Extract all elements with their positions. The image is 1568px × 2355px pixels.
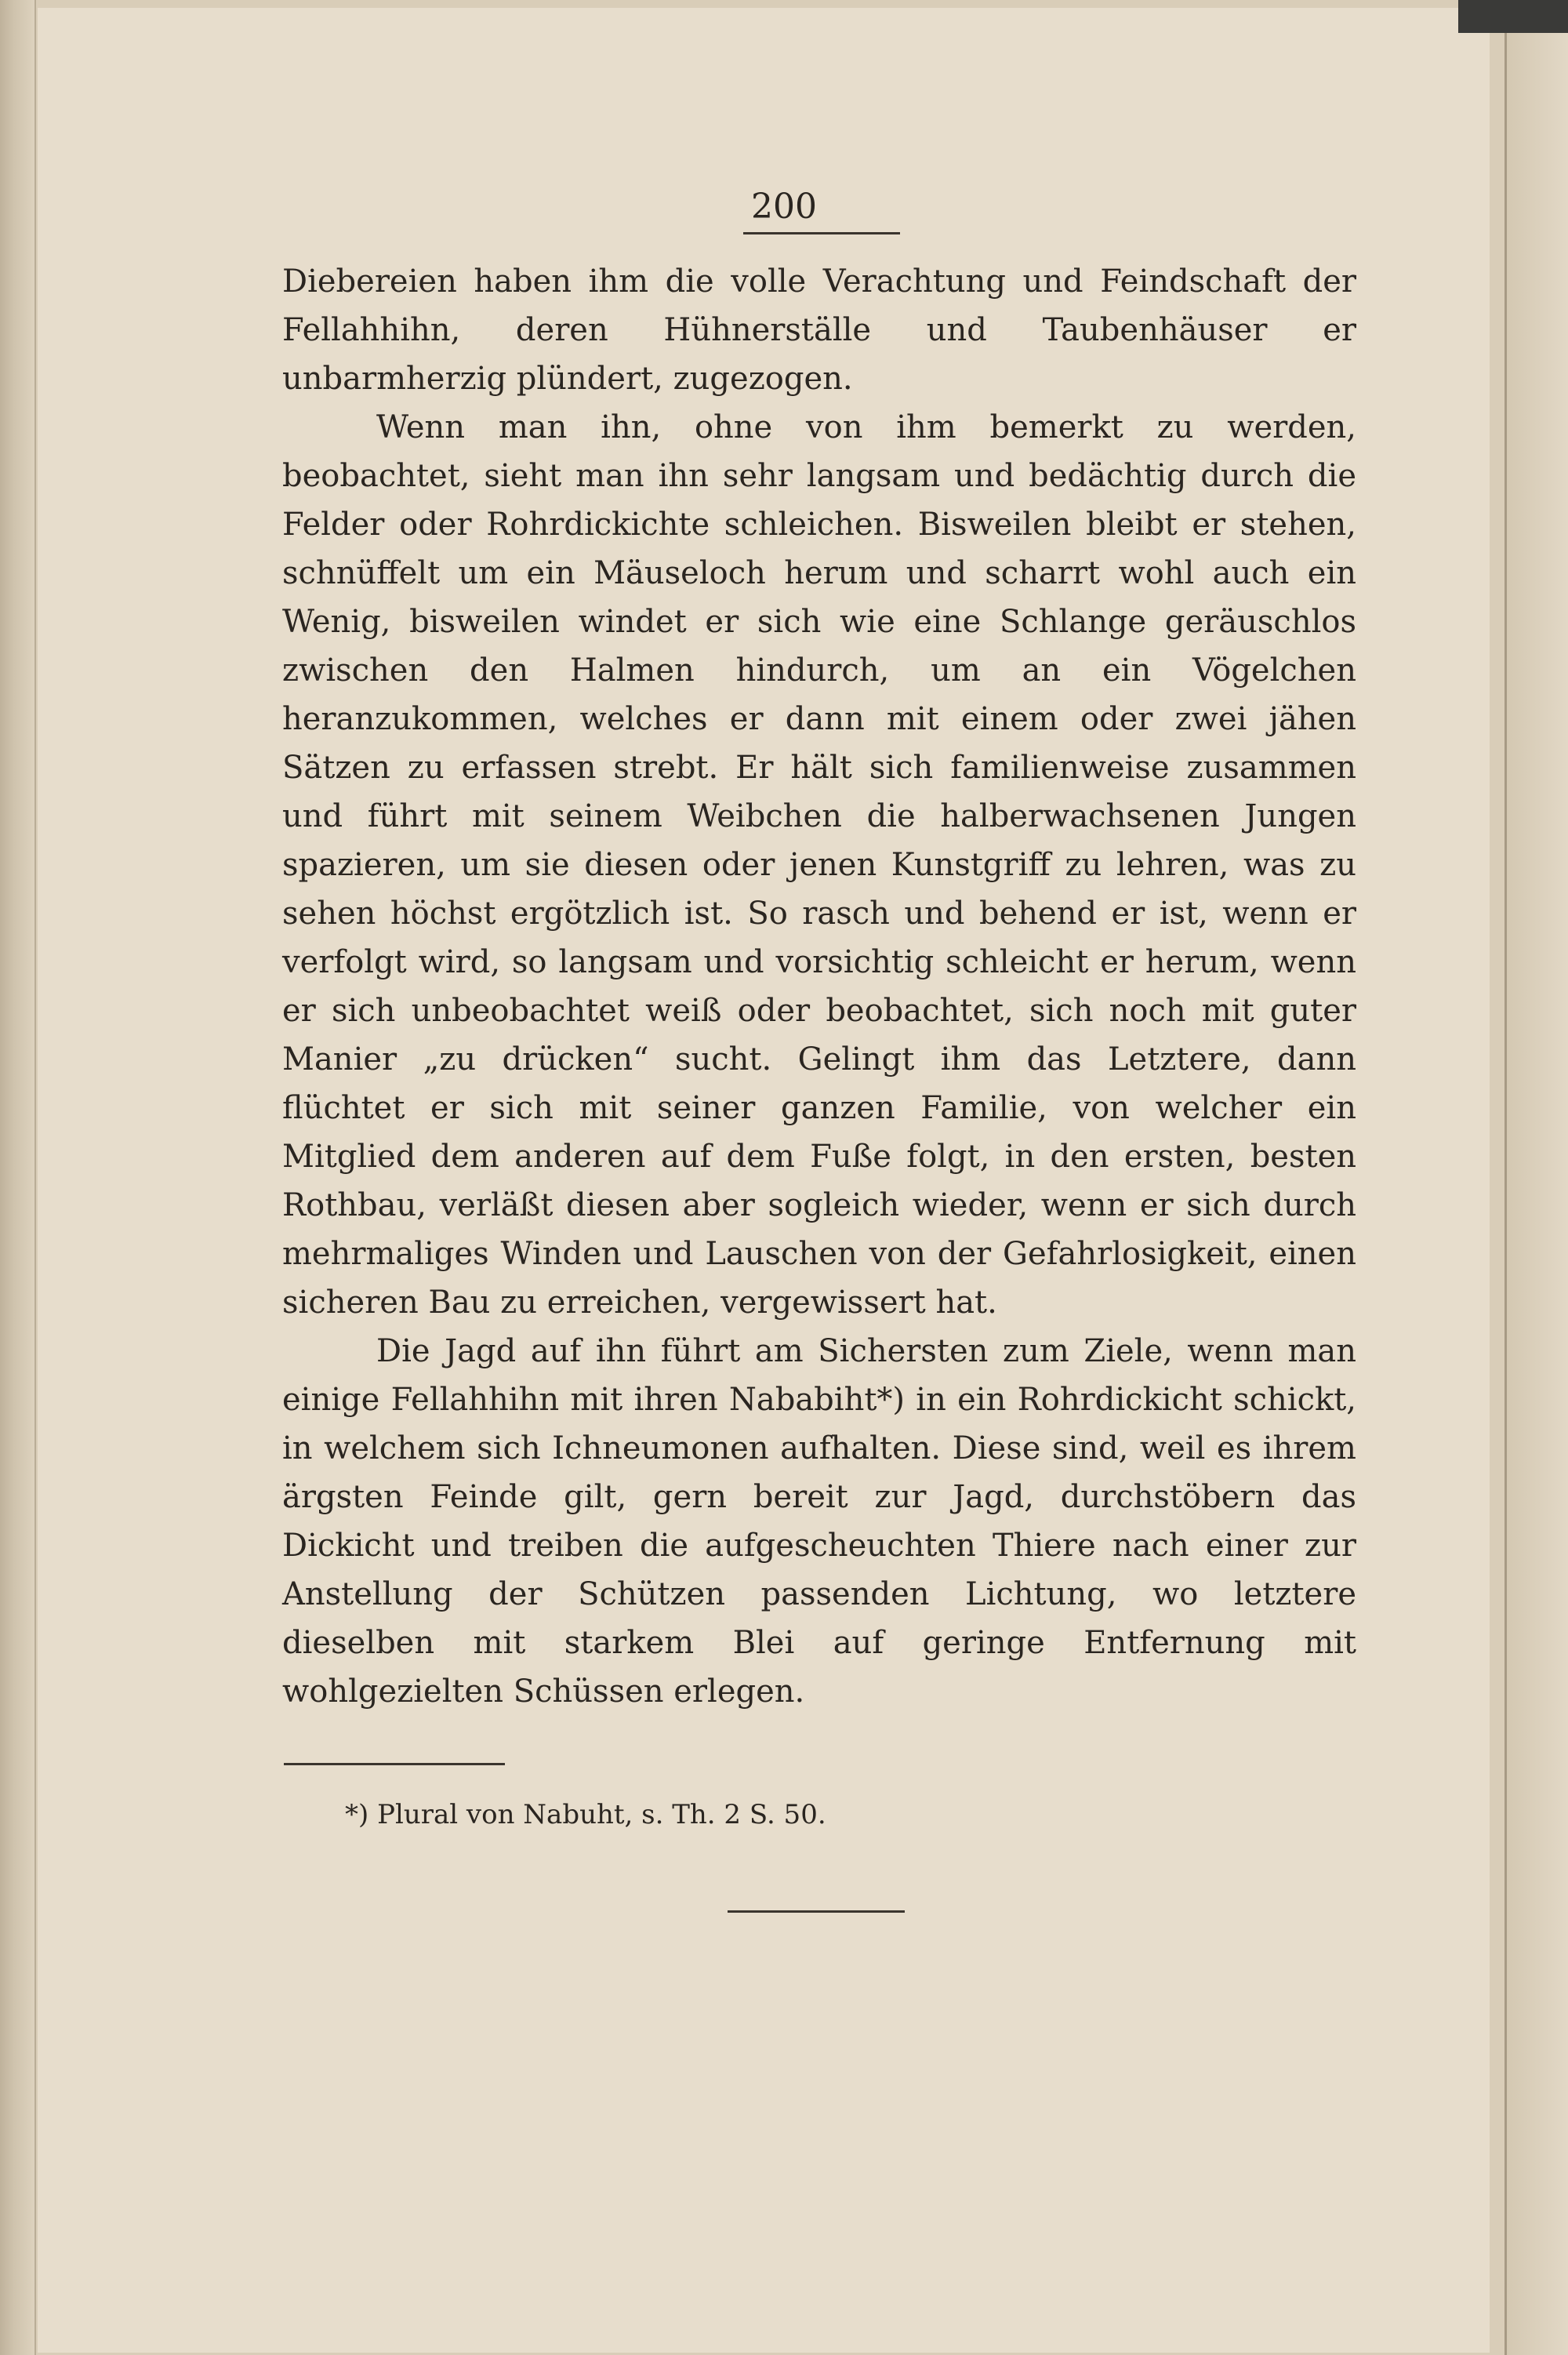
footnote: *) Plural von Nabuht, s. Th. 2 S. 50. [345,1799,826,1830]
header-rule [743,232,900,234]
end-rule [728,1910,905,1913]
page-edge-right [1504,33,1568,2355]
footnote-separator [284,1763,505,1765]
main-text [282,257,1356,1716]
page-number: 200 [751,187,817,227]
stacked-page-edges-left [0,0,36,2355]
scan-background-corner [1458,0,1568,33]
paragraph-1: Diebereien haben ihm die volle Verachtung und Feindschaft der Fellahhihn, deren Hühnerställe und Taubenhäuser er unbarmherzig plündert, zugezogen. [282,263,1356,397]
paragraph-2: Wenn man ihn, ohne von ihm bemerkt zu werden, beobachtet, sieht man ihn sehr langsam und bedächtig durch die Felder oder Rohrdickichte schleichen. Bisweilen bleibt er stehen, schnüffelt um ein Mäuseloch herum und scharrt wohl auch ein Wenig, bisweilen windet er sich wie eine Schlange geräuschlos zwischen den Halmen hindurch, um an ein Vögelchen heranzukommen, welches er dann mit einem oder zwei jähen Sätzen zu erfassen strebt. Er hält sich familienweise zusammen und führt mit seinem Weibchen die halberwachsenen Jungen spazieren, um sie diesen oder jenen Kunstgriff zu lehren, was zu sehen höchst ergötzlich ist. So rasch und behend er ist, wenn er verfolgt wird, so langsam und vorsichtig schleicht er herum, wenn er sich unbeobachtet weiß oder beobachtet, sich noch mit guter Manier „zu drücken“ sucht. Gelingt ihm das Letztere, dann flüchtet er sich mit seiner ganzen Familie, von welcher ein Mitglied dem anderen auf dem Fuße folgt, in den ersten, besten Rothbau, verläßt diesen aber sogleich wieder, wenn er sich durch mehrmaliges Winden und Lauschen von der Gefahrlosigkeit, einen sicheren Bau zu erreichen, vergewissert hat. [282,409,1356,1321]
paragraph-3: Die Jagd auf ihn führt am Sichersten zum Ziele, wenn man einige Fellahhihn mit ihren Nababiht*) in ein Rohrdickicht schickt, in welchem sich Ichneumonen aufhalten. Diese sind, weil es ihrem ärgsten Feinde gilt, gern bereit zur Jagd, durchstöbern das Dickicht und treiben die aufgescheuchten Thiere nach einer zur Anstellung der Schützen passenden Lichtung, wo letztere dieselben mit starkem Blei auf geringe Entfernung mit wohlgezielten Schüssen erlegen. [282,1333,1356,1710]
